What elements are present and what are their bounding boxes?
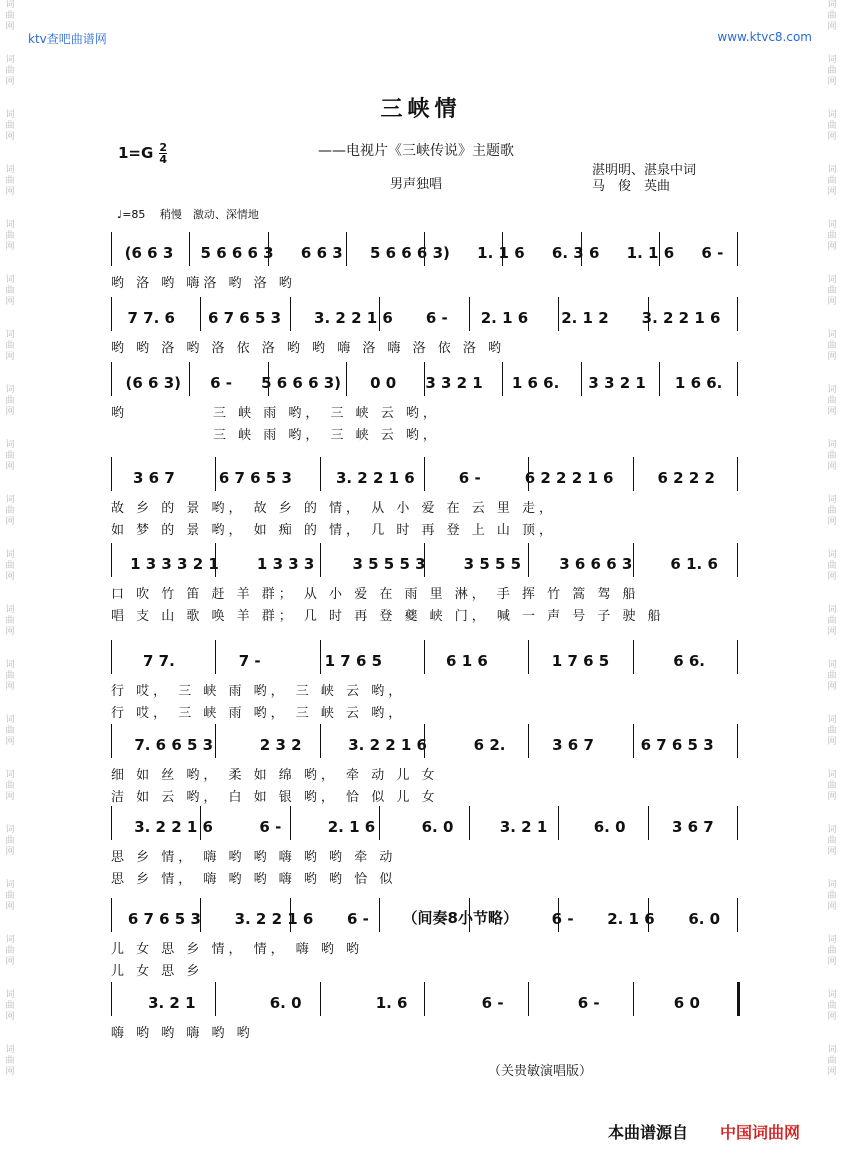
watermark-char: 曲 bbox=[827, 891, 837, 901]
footer-site-link[interactable]: 中国词曲网 bbox=[720, 1123, 801, 1142]
measure-notes: 6 - bbox=[481, 994, 504, 1012]
measure-notes: 1. 1 6 bbox=[626, 244, 675, 262]
watermark-char: 网 bbox=[827, 22, 837, 32]
watermark-char: 词 bbox=[5, 385, 15, 395]
watermark-char: 曲 bbox=[827, 286, 837, 296]
watermark-char: 曲 bbox=[827, 506, 837, 516]
watermark-char: 词 bbox=[827, 275, 837, 285]
watermark-char: 词 bbox=[827, 935, 837, 945]
measure-notes: 3. 2 2 1 6 bbox=[335, 469, 415, 487]
measure-notes: 6. 3 6 bbox=[551, 244, 600, 262]
watermark-char: 词 bbox=[827, 825, 837, 835]
lyric-line: 行 哎， 三 峡 雨 哟， 三 峡 云 哟， bbox=[111, 684, 406, 699]
watermark-char: 词 bbox=[827, 385, 837, 395]
measure-notes: (6 6 3 bbox=[124, 244, 174, 262]
barline bbox=[737, 640, 738, 674]
key-signature bbox=[118, 142, 167, 165]
watermark-char: 词 bbox=[5, 220, 15, 230]
measure-row bbox=[111, 465, 737, 487]
measure-notes: 0 0 bbox=[370, 374, 397, 392]
watermark-char: 词 bbox=[5, 1045, 15, 1055]
watermark-char: 词 bbox=[5, 0, 15, 10]
watermark-char: 网 bbox=[827, 1012, 837, 1022]
watermark-char: 网 bbox=[827, 407, 837, 417]
header-site-name[interactable]: ktv查吧曲谱网 bbox=[28, 32, 107, 46]
watermark-char: 词 bbox=[5, 495, 15, 505]
measure-notes: 6 - bbox=[347, 910, 369, 928]
measure-notes: 6 7 6 5 3 bbox=[640, 736, 714, 754]
lyric-line: 哟 三 峡 雨 哟， 三 峡 云 哟， bbox=[111, 406, 440, 421]
watermark-char: 词 bbox=[827, 880, 837, 890]
watermark-char: 网 bbox=[827, 1067, 837, 1077]
watermark-char: 曲 bbox=[5, 561, 15, 571]
watermark-char: 曲 bbox=[827, 451, 837, 461]
watermark-char: 网 bbox=[5, 517, 15, 527]
measure-notes: 6. 0 bbox=[688, 910, 721, 928]
watermark-char: 曲 bbox=[5, 286, 15, 296]
lyric-line: 哟 洛 哟 嗨洛 哟 洛 哟 bbox=[111, 276, 296, 291]
measure-notes: 3. 2 2 1 6 bbox=[134, 818, 213, 836]
watermark-char: 曲 bbox=[5, 616, 15, 626]
measure-notes: 6 - bbox=[701, 244, 724, 262]
watermark-char: 词 bbox=[5, 880, 15, 890]
measure-notes: (6 6 3) bbox=[125, 374, 182, 392]
watermark-char: 网 bbox=[5, 792, 15, 802]
lyric-line: 故 乡 的 景 哟， 故 乡 的 情， 从 小 爱 在 云 里 走， bbox=[111, 501, 556, 516]
tempo-bpm: ♩=85 bbox=[117, 208, 146, 221]
watermark-char: 曲 bbox=[5, 671, 15, 681]
tempo-expression: 稍慢 激动、深情地 bbox=[159, 208, 259, 221]
watermark-char: 曲 bbox=[5, 946, 15, 956]
measure-notes: 1. 6 bbox=[375, 994, 408, 1012]
performance-note: （关贵敏演唱版） bbox=[488, 1064, 593, 1079]
watermark-char: 词 bbox=[827, 165, 837, 175]
watermark-char: 网 bbox=[5, 572, 15, 582]
measure-notes: 3. 2 2 1 6 bbox=[234, 910, 314, 928]
voice-type: 男声独唱 bbox=[390, 177, 443, 192]
lyric-line: 如 梦 的 景 哟， 如 痴 的 情， 几 时 再 登 上 山 顶， bbox=[111, 523, 556, 538]
watermark-char: 曲 bbox=[5, 341, 15, 351]
measure-notes: 6 7 6 5 3 bbox=[218, 469, 292, 487]
watermark-char: 词 bbox=[5, 935, 15, 945]
watermark-char: 曲 bbox=[827, 231, 837, 241]
watermark-char: 网 bbox=[827, 957, 837, 967]
watermark-char: 网 bbox=[5, 462, 15, 472]
measure-notes: 6 1. 6 bbox=[670, 555, 718, 573]
lyric-line: 唱 支 山 歌 唤 羊 群； 几 时 再 登 夔 峡 门， 喊 一 声 号 子 驶 船 bbox=[111, 609, 665, 624]
measure-notes: 5 6 6 6 3) bbox=[261, 374, 342, 392]
watermark-char: 网 bbox=[5, 1067, 15, 1077]
watermark-char: 曲 bbox=[827, 396, 837, 406]
measure-notes: 1 3 3 3 2 1 bbox=[130, 555, 219, 573]
barline bbox=[737, 543, 738, 577]
watermark-char: 词 bbox=[5, 275, 15, 285]
lyricist-credit: 湛明明、湛泉中词 bbox=[592, 163, 697, 178]
measure-notes: 3. 2 2 1 6 bbox=[314, 309, 393, 327]
watermark-char: 词 bbox=[827, 0, 837, 10]
measure-row bbox=[111, 814, 737, 836]
watermark-char: 网 bbox=[5, 297, 15, 307]
measure-notes: 1 7 6 5 bbox=[551, 652, 610, 670]
watermark-char: 网 bbox=[5, 242, 15, 252]
watermark-char: 词 bbox=[5, 605, 15, 615]
watermark-char: 词 bbox=[5, 770, 15, 780]
lyric-line: 三 峡 雨 哟， 三 峡 云 哟， bbox=[111, 428, 440, 443]
measure-notes: 6 2 2 2 1 6 bbox=[524, 469, 614, 487]
measure-notes: 7 7. 6 bbox=[127, 309, 175, 327]
watermark-char: 词 bbox=[827, 550, 837, 560]
measure-notes: 2. 1 6 bbox=[607, 910, 655, 928]
watermark-char: 词 bbox=[5, 55, 15, 65]
watermark-char: 词 bbox=[827, 660, 837, 670]
watermark-char: 网 bbox=[827, 847, 837, 857]
watermark-char: 曲 bbox=[5, 781, 15, 791]
watermark-char: 曲 bbox=[5, 891, 15, 901]
watermark-char: 网 bbox=[5, 847, 15, 857]
time-bottom: 4 bbox=[159, 153, 167, 166]
watermark-char: 词 bbox=[827, 440, 837, 450]
watermark-char: 词 bbox=[827, 990, 837, 1000]
watermark-char: 网 bbox=[827, 572, 837, 582]
watermark-char: 词 bbox=[827, 55, 837, 65]
watermark-char: 曲 bbox=[5, 176, 15, 186]
measure-notes: 3 3 2 1 bbox=[588, 374, 646, 392]
watermark-char: 曲 bbox=[827, 11, 837, 21]
lyric-line: 口 吹 竹 笛 赶 羊 群； 从 小 爱 在 雨 里 淋， 手 挥 竹 篙 驾 船 bbox=[111, 587, 640, 602]
watermark-char: 网 bbox=[5, 77, 15, 87]
song-subtitle: ——电视片《三峡传说》主题歌 bbox=[318, 143, 514, 159]
watermark-char: 曲 bbox=[827, 341, 837, 351]
measure-notes: 3. 2 1 bbox=[148, 994, 196, 1012]
watermark-char: 网 bbox=[827, 462, 837, 472]
lyric-line: 思 乡 情， 嗨 哟 哟 嗨 哟 哟 恰 似 bbox=[111, 872, 397, 887]
watermark-char: 词 bbox=[5, 990, 15, 1000]
barline bbox=[737, 232, 738, 266]
watermark-char: 词 bbox=[5, 110, 15, 120]
lyric-line: 思 乡 情， 嗨 哟 哟 嗨 哟 哟 牵 动 bbox=[111, 850, 397, 865]
measure-notes: （间奏8小节略） bbox=[402, 909, 518, 927]
watermark-char: 词 bbox=[827, 770, 837, 780]
watermark-char: 曲 bbox=[827, 561, 837, 571]
measure-notes: 1 6 6. bbox=[674, 374, 723, 392]
composer-credit: 马 俊 英曲 bbox=[592, 179, 671, 194]
time-top: 2 bbox=[159, 141, 167, 154]
watermark-char: 曲 bbox=[827, 726, 837, 736]
watermark-char: 网 bbox=[5, 627, 15, 637]
key-text: 1=G bbox=[118, 144, 154, 162]
watermark-char: 网 bbox=[827, 352, 837, 362]
footer-source-label: 本曲谱源自 bbox=[608, 1123, 689, 1142]
watermark-char: 曲 bbox=[5, 451, 15, 461]
watermark-char: 词 bbox=[5, 165, 15, 175]
watermark-char: 曲 bbox=[5, 66, 15, 76]
watermark-char: 曲 bbox=[827, 66, 837, 76]
measure-notes: 6. 0 bbox=[269, 994, 302, 1012]
watermark-char: 词 bbox=[5, 660, 15, 670]
watermark-char: 网 bbox=[5, 352, 15, 362]
watermark-char: 网 bbox=[5, 187, 15, 197]
measure-notes: 5 6 6 6 3 bbox=[200, 244, 274, 262]
measure-notes: 6 2. bbox=[473, 736, 506, 754]
watermark-char: 曲 bbox=[827, 1001, 837, 1011]
watermark-char: 网 bbox=[5, 737, 15, 747]
measure-notes: 6 7 6 5 3 bbox=[127, 910, 201, 928]
measure-notes: 6 2 2 2 bbox=[657, 469, 715, 487]
measure-row bbox=[111, 732, 737, 754]
watermark-char: 词 bbox=[827, 220, 837, 230]
watermark-char: 词 bbox=[827, 1045, 837, 1055]
measure-notes: 6 - bbox=[577, 994, 600, 1012]
measure-notes: 6 - bbox=[210, 374, 232, 392]
lyric-line: 细 如 丝 哟， 柔 如 绵 哟， 牵 动 儿 女 bbox=[111, 768, 439, 783]
lyric-line: 儿 女 思 乡 情， 情， 嗨 哟 哟 bbox=[111, 942, 364, 957]
watermark-char: 网 bbox=[827, 297, 837, 307]
measure-notes: 7. 6 6 5 3 bbox=[134, 736, 214, 754]
measure-notes: 1 6 6. bbox=[511, 374, 560, 392]
measure-notes: 2. 1 6 bbox=[480, 309, 529, 327]
measure-row bbox=[111, 648, 737, 670]
watermark-char: 网 bbox=[5, 22, 15, 32]
barline bbox=[737, 297, 738, 331]
measure-notes: 6 - bbox=[259, 818, 282, 836]
watermark-char: 网 bbox=[5, 1012, 15, 1022]
watermark-char: 曲 bbox=[5, 836, 15, 846]
barline bbox=[737, 806, 738, 840]
measure-notes: 7 - bbox=[238, 652, 261, 670]
barline bbox=[737, 457, 738, 491]
barline bbox=[737, 898, 738, 932]
measure-notes: 6. 0 bbox=[593, 818, 626, 836]
watermark-char: 词 bbox=[827, 495, 837, 505]
measure-row bbox=[111, 240, 737, 262]
measure-notes: 3. 2 2 1 6 bbox=[348, 736, 427, 754]
time-signature bbox=[159, 142, 167, 165]
watermark-char: 词 bbox=[827, 110, 837, 120]
measure-notes: 1. 1 6 bbox=[477, 244, 525, 262]
watermark-char: 网 bbox=[5, 407, 15, 417]
measure-notes: 3. 2 2 1 6 bbox=[641, 309, 721, 327]
measure-notes: 3 5 5 5 bbox=[463, 555, 522, 573]
watermark-char: 词 bbox=[5, 825, 15, 835]
watermark-char: 词 bbox=[827, 715, 837, 725]
measure-notes: 7 7. bbox=[142, 652, 175, 670]
measure-notes: 2. 1 6 bbox=[327, 818, 376, 836]
lyric-line: 嗨 哟 哟 嗨 哟 哟 bbox=[111, 1026, 254, 1041]
measure-notes: 1 3 3 3 bbox=[256, 555, 315, 573]
watermark-char: 曲 bbox=[5, 231, 15, 241]
measure-notes: 3 6 6 6 3 bbox=[559, 555, 633, 573]
watermark-char: 词 bbox=[5, 330, 15, 340]
credits bbox=[592, 163, 696, 195]
watermark-char: 网 bbox=[5, 902, 15, 912]
watermark-char: 网 bbox=[827, 792, 837, 802]
watermark-char: 网 bbox=[827, 517, 837, 527]
watermark-char: 词 bbox=[5, 715, 15, 725]
measure-row bbox=[111, 906, 737, 928]
watermark-char: 曲 bbox=[827, 121, 837, 131]
measure-row bbox=[111, 551, 737, 573]
watermark-char: 曲 bbox=[827, 836, 837, 846]
measure-row bbox=[111, 305, 737, 327]
measure-notes: 6 6 3 bbox=[300, 244, 343, 262]
measure-notes: 6 - bbox=[551, 910, 574, 928]
measure-notes: 3 3 2 1 bbox=[425, 374, 483, 392]
measure-notes: 2. 1 2 bbox=[561, 309, 609, 327]
watermark-char: 词 bbox=[827, 605, 837, 615]
lyric-line: 行 哎， 三 峡 雨 哟， 三 峡 云 哟， bbox=[111, 706, 406, 721]
barline bbox=[737, 724, 738, 758]
lyric-line: 哟 哟 洛 哟 洛 依 洛 哟 哟 嗨 洛 嗨 洛 依 洛 哟 bbox=[111, 341, 505, 356]
measure-notes: 1 7 6 5 bbox=[324, 652, 383, 670]
measure-notes: 6 7 6 5 3 bbox=[207, 309, 282, 327]
watermark-char: 网 bbox=[827, 737, 837, 747]
watermark-left bbox=[0, 0, 20, 1171]
watermark-char: 网 bbox=[827, 77, 837, 87]
watermark-char: 曲 bbox=[827, 781, 837, 791]
watermark-char: 曲 bbox=[5, 121, 15, 131]
song-title: 三峡情 bbox=[380, 97, 462, 122]
watermark-char: 曲 bbox=[827, 176, 837, 186]
barline bbox=[737, 982, 740, 1016]
lyric-line: 洁 如 云 哟， 白 如 银 哟， 恰 似 儿 女 bbox=[111, 790, 439, 805]
watermark-char: 网 bbox=[827, 682, 837, 692]
measure-notes: 6. 0 bbox=[421, 818, 454, 836]
measure-notes: 3. 2 1 bbox=[499, 818, 548, 836]
tempo-marking bbox=[117, 206, 259, 222]
watermark-char: 网 bbox=[5, 957, 15, 967]
watermark-char: 词 bbox=[5, 440, 15, 450]
measure-notes: 3 5 5 5 3 bbox=[352, 555, 426, 573]
lyric-line: 儿 女 思 乡 bbox=[111, 964, 204, 979]
watermark-char: 曲 bbox=[827, 671, 837, 681]
watermark-char: 曲 bbox=[5, 726, 15, 736]
watermark-char: 曲 bbox=[5, 506, 15, 516]
watermark-char: 网 bbox=[5, 132, 15, 142]
watermark-char: 网 bbox=[827, 627, 837, 637]
watermark-char: 网 bbox=[827, 242, 837, 252]
measure-row bbox=[111, 990, 737, 1012]
measure-notes: 6 - bbox=[458, 469, 481, 487]
watermark-char: 曲 bbox=[827, 946, 837, 956]
watermark-char: 曲 bbox=[827, 1056, 837, 1066]
measure-notes: 6 1 6 bbox=[446, 652, 488, 670]
watermark-char: 词 bbox=[827, 330, 837, 340]
measure-notes: 6 6. bbox=[673, 652, 705, 670]
measure-notes: 3 6 7 bbox=[552, 736, 594, 754]
watermark-char: 曲 bbox=[5, 396, 15, 406]
watermark-char: 网 bbox=[827, 902, 837, 912]
measure-row bbox=[111, 370, 737, 392]
measure-notes: 5 6 6 6 3) bbox=[369, 244, 450, 262]
watermark-char: 网 bbox=[827, 187, 837, 197]
barline bbox=[737, 362, 738, 396]
watermark-char: 曲 bbox=[827, 616, 837, 626]
header-site-url[interactable]: www.ktvc8.com bbox=[717, 30, 812, 44]
watermark-char: 网 bbox=[827, 132, 837, 142]
watermark-char: 网 bbox=[5, 682, 15, 692]
watermark-right bbox=[822, 0, 842, 1171]
measure-notes: 2 3 2 bbox=[259, 736, 302, 754]
measure-notes: 3 6 7 bbox=[133, 469, 175, 487]
watermark-char: 词 bbox=[5, 550, 15, 560]
measure-notes: 3 6 7 bbox=[671, 818, 714, 836]
watermark-char: 曲 bbox=[5, 1001, 15, 1011]
measure-notes: 6 - bbox=[425, 309, 448, 327]
watermark-char: 曲 bbox=[5, 11, 15, 21]
measure-notes: 6 0 bbox=[673, 994, 700, 1012]
watermark-char: 曲 bbox=[5, 1056, 15, 1066]
